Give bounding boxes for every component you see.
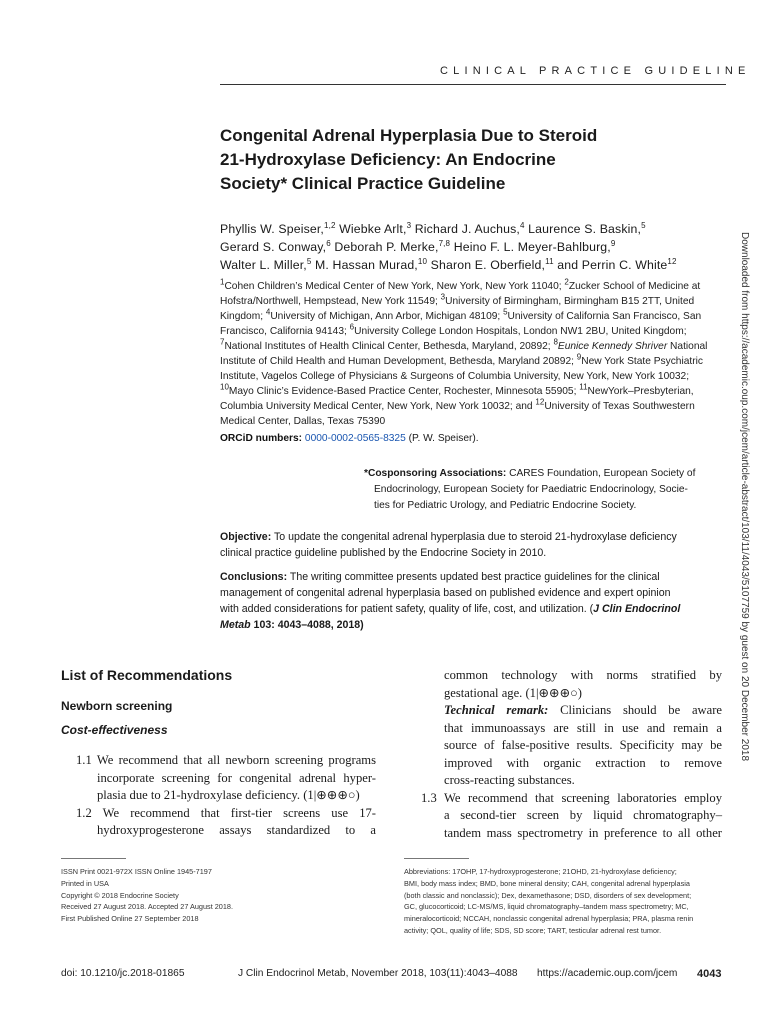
pub-line: Copyright © 2018 Endocrine Society (61, 890, 179, 900)
author-sup: 5 (641, 220, 646, 230)
cospon-label: *Cosponsoring Associations: (364, 468, 507, 479)
affil-sup: 11 (579, 382, 588, 392)
abbrev-line: BMI, body mass index; BMD, bone mineral density; CAH, congenital adrenal hyperplasia (404, 878, 690, 888)
text-line: 1.3 We recommend that screening laboratories employ (421, 790, 722, 805)
abbrev-line: activity; QOL, quality of life; SDS, SD score; TART, testicular adrenal rest tumor. (404, 925, 662, 935)
footnote-rule (61, 858, 126, 859)
author-sup: 7,8 (438, 238, 451, 248)
cospon-line: ties for Pediatric Urology, and Pediatric Endocrine Society. (374, 500, 637, 511)
affiliation-line (220, 279, 720, 294)
abbrev-line: (both classic and nonclassic); Dex, dexamethasone; DSD, disorders of sex development; (404, 890, 692, 900)
affiliation-line (220, 399, 720, 414)
author-list (220, 220, 720, 274)
cospon-line (364, 466, 724, 482)
affil-text: University of California San Francisco, San (507, 311, 702, 322)
cospon-line: Endocrinology, European Society for Paediatric Endocrinology, Socie- (374, 484, 688, 495)
text-line: hydroxyprogesterone assays standardized to a (97, 823, 376, 837)
affil-sup: 6 (349, 322, 355, 332)
affil-text: University of Birmingham, Birmingham B15 2TT, United (445, 296, 695, 307)
orcid-link[interactable]: 0000-0002-0565-8325 (304, 433, 406, 444)
author-line (220, 256, 720, 274)
objective-line (220, 529, 720, 545)
abbreviations (404, 866, 722, 937)
affil-italic: Eunice Kennedy Shriver (557, 341, 668, 352)
author-sup: 11 (545, 256, 554, 266)
author: Gerard S. Conway, (220, 240, 327, 254)
affil-sup: 1 (220, 277, 225, 287)
author-line (220, 220, 720, 238)
conclusions-text: The writing committee presents updated best practice guidelines for the clinical (287, 571, 660, 583)
recommendations-heading: List of Recommendations (61, 667, 233, 683)
affil-sup: 5 (503, 307, 508, 317)
text-line: tandem mass spectrometry in preference to all other (444, 825, 722, 840)
affiliation-line (220, 369, 720, 384)
text-line: cross-reacting substances. (444, 773, 575, 787)
running-head: CLINICAL PRACTICE GUIDELINE (440, 65, 751, 77)
conclusions-text: with added considerations for patient safety, quality of life, cost, and utilization. ( (220, 603, 594, 615)
abbrev-line: mineralocorticoid; NCCAH, nonclassic congenital adrenal hyperplasia; PRA, plasma renin (404, 914, 694, 924)
conclusions-line (220, 617, 720, 633)
affil-sup: 9 (576, 352, 582, 362)
objective (220, 529, 720, 561)
affil-sup: 12 (535, 397, 545, 407)
affil-text: Mayo Clinic’s Evidence-Based Practice Center, Rochester, Minnesota 55905; (228, 386, 580, 397)
author: Walter L. Miller, (220, 258, 307, 272)
cospon-text: CARES Foundation, European Society of (506, 468, 696, 479)
affil-text: Cohen Children’s Medical Center of New York, New York, New York 11040; (224, 281, 565, 292)
affil-text: National (667, 341, 708, 352)
section-heading: Newborn screening (61, 699, 173, 713)
header-rule (220, 84, 726, 85)
orcid-line (220, 433, 479, 444)
author-sup: 12 (667, 256, 677, 266)
affil-sup: 2 (564, 277, 569, 287)
author-sup: 5 (306, 256, 312, 266)
affiliation-line (220, 324, 720, 339)
article-title (220, 124, 690, 196)
affil-sup: 3 (440, 292, 446, 302)
affil-text: Kingdom; (220, 311, 266, 322)
text-line: source of false-positive results. Specificity may be (444, 738, 722, 752)
author-line (220, 238, 720, 256)
orcid-suffix: (P. W. Speiser). (405, 433, 479, 444)
author: Laurence S. Baskin, (528, 222, 642, 236)
page-number: 4043 (697, 968, 722, 980)
affil-sup: 4 (265, 307, 271, 317)
author-sup: 4 (519, 220, 525, 230)
objective-label: Objective: (220, 531, 272, 543)
affil-text: Columbia University Medical Center, New York, New York 10032; and (220, 401, 536, 412)
affil-sup: 8 (553, 337, 558, 347)
pub-line: First Published Online 27 September 2018 (61, 914, 199, 924)
download-notice: Downloaded from https://academic.oup.com/jcem/article-abstract/103/11/4043/5107759 by guest on 20 December 2018 (739, 232, 750, 762)
conclusions-line (220, 569, 720, 585)
pub-line: Printed in USA (61, 878, 109, 888)
footnote-rule (404, 858, 469, 859)
author: Wiebke Arlt, (339, 222, 407, 236)
author: M. Hassan Murad, (315, 258, 418, 272)
affiliation-line (220, 384, 720, 399)
author-sup: 1,2 (324, 220, 336, 230)
author-sup: 10 (417, 256, 428, 266)
affil-sup: 10 (220, 382, 229, 392)
author: Heino F. L. Meyer-Bahlburg, (453, 240, 611, 254)
text-line: a second-tier screen by liquid chromatography– (444, 808, 722, 822)
remark-text: Clinicians should be aware (548, 703, 723, 717)
affiliations (220, 279, 720, 429)
text-line: 1.1 We recommend that all newborn screening programs (76, 753, 376, 767)
author-sup: 6 (326, 238, 331, 248)
subsection-heading: Cost-effectiveness (61, 723, 168, 737)
author: Sharon E. Oberfield, (430, 258, 546, 272)
affiliation-line (220, 414, 720, 429)
text-line: common technology with norms stratified by (444, 668, 722, 682)
affiliation-line (220, 354, 720, 369)
abbrev-line: Abbreviations: 17OHP, 17-hydroxyprogesterone; 21OHD, 21-hydroxylase deficiency; (404, 867, 677, 876)
conclusions-line (220, 601, 720, 617)
conclusions-line: management of congenital adrenal hyperplasia based on published evidence and expert opinion (220, 587, 671, 599)
text-line: incorporate screening for congenital adrenal hyper- (97, 770, 376, 785)
author: Deborah P. Merke, (334, 240, 439, 254)
affil-text: Hofstra/Northwell, Hempstead, New York 11549; (220, 296, 441, 307)
abbrev-line: GC, glucocorticoid; LC-MS/MS, liquid chromatography–tandem mass spectrometry; MC, (404, 902, 689, 912)
title-line: Congenital Adrenal Hyperplasia Due to Steroid (220, 126, 598, 145)
author: and Perrin C. White (557, 258, 668, 272)
conclusions (220, 569, 720, 633)
author: Phyllis W. Speiser, (220, 222, 324, 236)
affiliation-line (220, 339, 720, 354)
affil-text: University College London Hospitals, London NW1 2BU, United Kingdom; (354, 326, 687, 337)
affil-sup: 7 (220, 337, 225, 347)
affil-text: New York State Psychiatric (581, 356, 703, 367)
cosponsoring-associations (364, 466, 724, 514)
author: Richard J. Auchus, (414, 222, 520, 236)
right-column-text (414, 667, 722, 842)
pub-line: ISSN Print 0021-972X ISSN Online 1945-7197 (61, 867, 212, 876)
text-line: gestational age. (1|⊕⊕⊕○) (444, 685, 582, 700)
affil-text: Institute, Vagelos College of Physicians & Surgeons of Columbia University, New York, New York 10032; (220, 371, 690, 382)
affil-text: University of Michigan, Ann Arbor, Michigan 48109; (270, 311, 504, 322)
affil-text: Zucker School of Medicine at (568, 281, 701, 292)
affil-text: NewYork–Presbyterian, (587, 386, 694, 397)
pub-line: Received 27 August 2018. Accepted 27 August 2018. (61, 902, 234, 912)
text-line: improved with organic extraction to remove (444, 755, 722, 770)
title-line: Society* Clinical Practice Guideline (220, 174, 506, 193)
title-line: 21-Hydroxylase Deficiency: An Endocrine (220, 150, 556, 169)
objective-text: To update the congenital adrenal hyperplasia due to steroid 21-hydroxylase deficiency (271, 531, 677, 543)
journal-citation: J Clin Endocrinol Metab, November 2018, 103(11):4043–4088 (238, 968, 518, 979)
affil-text: Francisco, California 94143; (220, 326, 350, 337)
author-sup: 3 (406, 220, 412, 230)
text-line: 1.2 We recommend that first-tier screens use 17- (76, 805, 376, 820)
journal-abbrev: Metab (220, 619, 251, 631)
doi: doi: 10.1210/jc.2018-01865 (61, 968, 185, 979)
conclusions-label: Conclusions: (220, 571, 288, 583)
text-line: plasia due to 21-hydroxylase deficiency. (1|⊕⊕⊕○) (97, 788, 360, 802)
orcid-label: ORCiD numbers: (220, 433, 303, 444)
affil-text: Medical Center, Dallas, Texas 75390 (220, 416, 386, 427)
journal-abbrev: J Clin Endocrinol (593, 603, 681, 615)
remark-label: Technical remark: (444, 703, 549, 717)
affil-text: Institute of Child Health and Human Development, Bethesda, Maryland 20892; (220, 356, 577, 367)
author-sup: 9 (610, 238, 616, 248)
publication-info (61, 866, 233, 925)
text-line: that immunoassays are still in use and remain a (444, 720, 722, 735)
affiliation-line (220, 294, 720, 309)
citation: 103: 4043–4088, 2018) (250, 619, 364, 631)
objective-line: clinical practice guideline published by the Endocrine Society in 2010. (220, 547, 547, 559)
affil-text: National Institutes of Health Clinical Center, Bethesda, Maryland, 20892; (224, 341, 554, 352)
text-line (414, 702, 722, 720)
left-column-text (76, 752, 376, 840)
journal-url[interactable]: https://academic.oup.com/jcem (537, 968, 678, 979)
affil-text: University of Texas Southwestern (544, 401, 695, 412)
affiliation-line (220, 309, 720, 324)
